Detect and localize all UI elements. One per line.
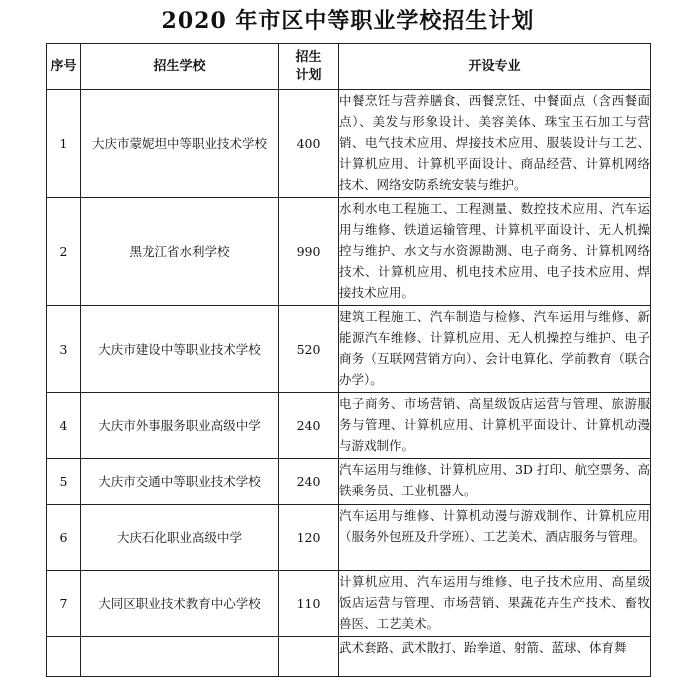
table-header-row: [47, 44, 651, 90]
row-number: 1: [47, 90, 81, 198]
header-school: 招生学校: [81, 44, 279, 90]
majors-list: 中餐烹饪与营养膳食、西餐烹饪、中餐面点（含西餐面点）、美发与形象设计、美容美体、珠宝玉石加工与营销、电气技术应用、焊接技术应用、服装设计与工艺、计算机应用、计算机平面设计、商品经营、计算机网络技术、网络安防系统安装与维护。: [339, 90, 651, 198]
majors-list: 建筑工程施工、汽车制造与检修、汽车运用与维修、新能源汽车维修、计算机应用、无人机操控与维护、电子商务（互联网营销方向）、会计电算化、学前教育（联合办学）。: [339, 306, 651, 393]
majors-list: 计算机应用、汽车运用与维修、电子技术应用、高星级饭店运营与管理、市场营销、果蔬花卉生产技术、畜牧兽医、工艺美术。: [339, 571, 651, 637]
school-name: 大庆市蒙妮坦中等职业技术学校: [81, 90, 279, 198]
enrollment-plan-table: [46, 43, 651, 677]
row-number: 4: [47, 393, 81, 459]
majors-list: 汽车运用与维修、计算机动漫与游戏制作、计算机应用（服务外包班及升学班）、工艺美术、酒店服务与管理。: [339, 505, 651, 571]
header-plan: [279, 44, 339, 90]
plan-count: 110: [279, 571, 339, 637]
row-number: [47, 637, 81, 677]
school-name: 黑龙江省水利学校: [81, 198, 279, 306]
school-name: 大庆市建设中等职业技术学校: [81, 306, 279, 393]
majors-list: 汽车运用与维修、计算机应用、3D 打印、航空票务、高铁乘务员、工业机器人。: [339, 459, 651, 505]
table-row: [47, 393, 651, 459]
school-name: 大庆市交通中等职业技术学校: [81, 459, 279, 505]
school-name: 大庆石化职业高级中学: [81, 505, 279, 571]
header-majors: 开设专业: [339, 44, 651, 90]
school-name: 大庆市外事服务职业高级中学: [81, 393, 279, 459]
plan-count: 120: [279, 505, 339, 571]
header-plan-line1: 招生: [295, 49, 322, 65]
table-row: [47, 637, 651, 677]
table-row: [47, 571, 651, 637]
school-name: 大同区职业技术教育中心学校: [81, 571, 279, 637]
row-number: 2: [47, 198, 81, 306]
table-row: [47, 459, 651, 505]
majors-list: 电子商务、市场营销、高星级饭店运营与管理、旅游服务与管理、计算机应用、计算机平面设计、计算机动漫与游戏制作。: [339, 393, 651, 459]
plan-count: 240: [279, 393, 339, 459]
page-title: 2020 年市区中等职业学校招生计划: [161, 8, 535, 34]
school-name: [81, 637, 279, 677]
plan-count: 400: [279, 90, 339, 198]
header-no: 序号: [47, 44, 81, 90]
plan-count: [279, 637, 339, 677]
plan-count: 520: [279, 306, 339, 393]
majors-list: 武术套路、武术散打、跆拳道、射箭、蓝球、体育舞: [339, 637, 651, 677]
row-number: 3: [47, 306, 81, 393]
plan-count: 240: [279, 459, 339, 505]
plan-count: 990: [279, 198, 339, 306]
row-number: 6: [47, 505, 81, 571]
table-row: [47, 505, 651, 571]
table-row: [47, 198, 651, 306]
table-row: [47, 90, 651, 198]
row-number: 5: [47, 459, 81, 505]
majors-list: 水利水电工程施工、工程测量、数控技术应用、汽车运用与维修、铁道运输管理、计算机平面设计、无人机操控与维护、水文与水资源勘测、电子商务、计算机网络技术、计算机应用、机电技术应用、电子技术应用、焊接技术应用。: [339, 198, 651, 306]
header-plan-line2: 计划: [295, 67, 322, 83]
table-row: [47, 306, 651, 393]
row-number: 7: [47, 571, 81, 637]
